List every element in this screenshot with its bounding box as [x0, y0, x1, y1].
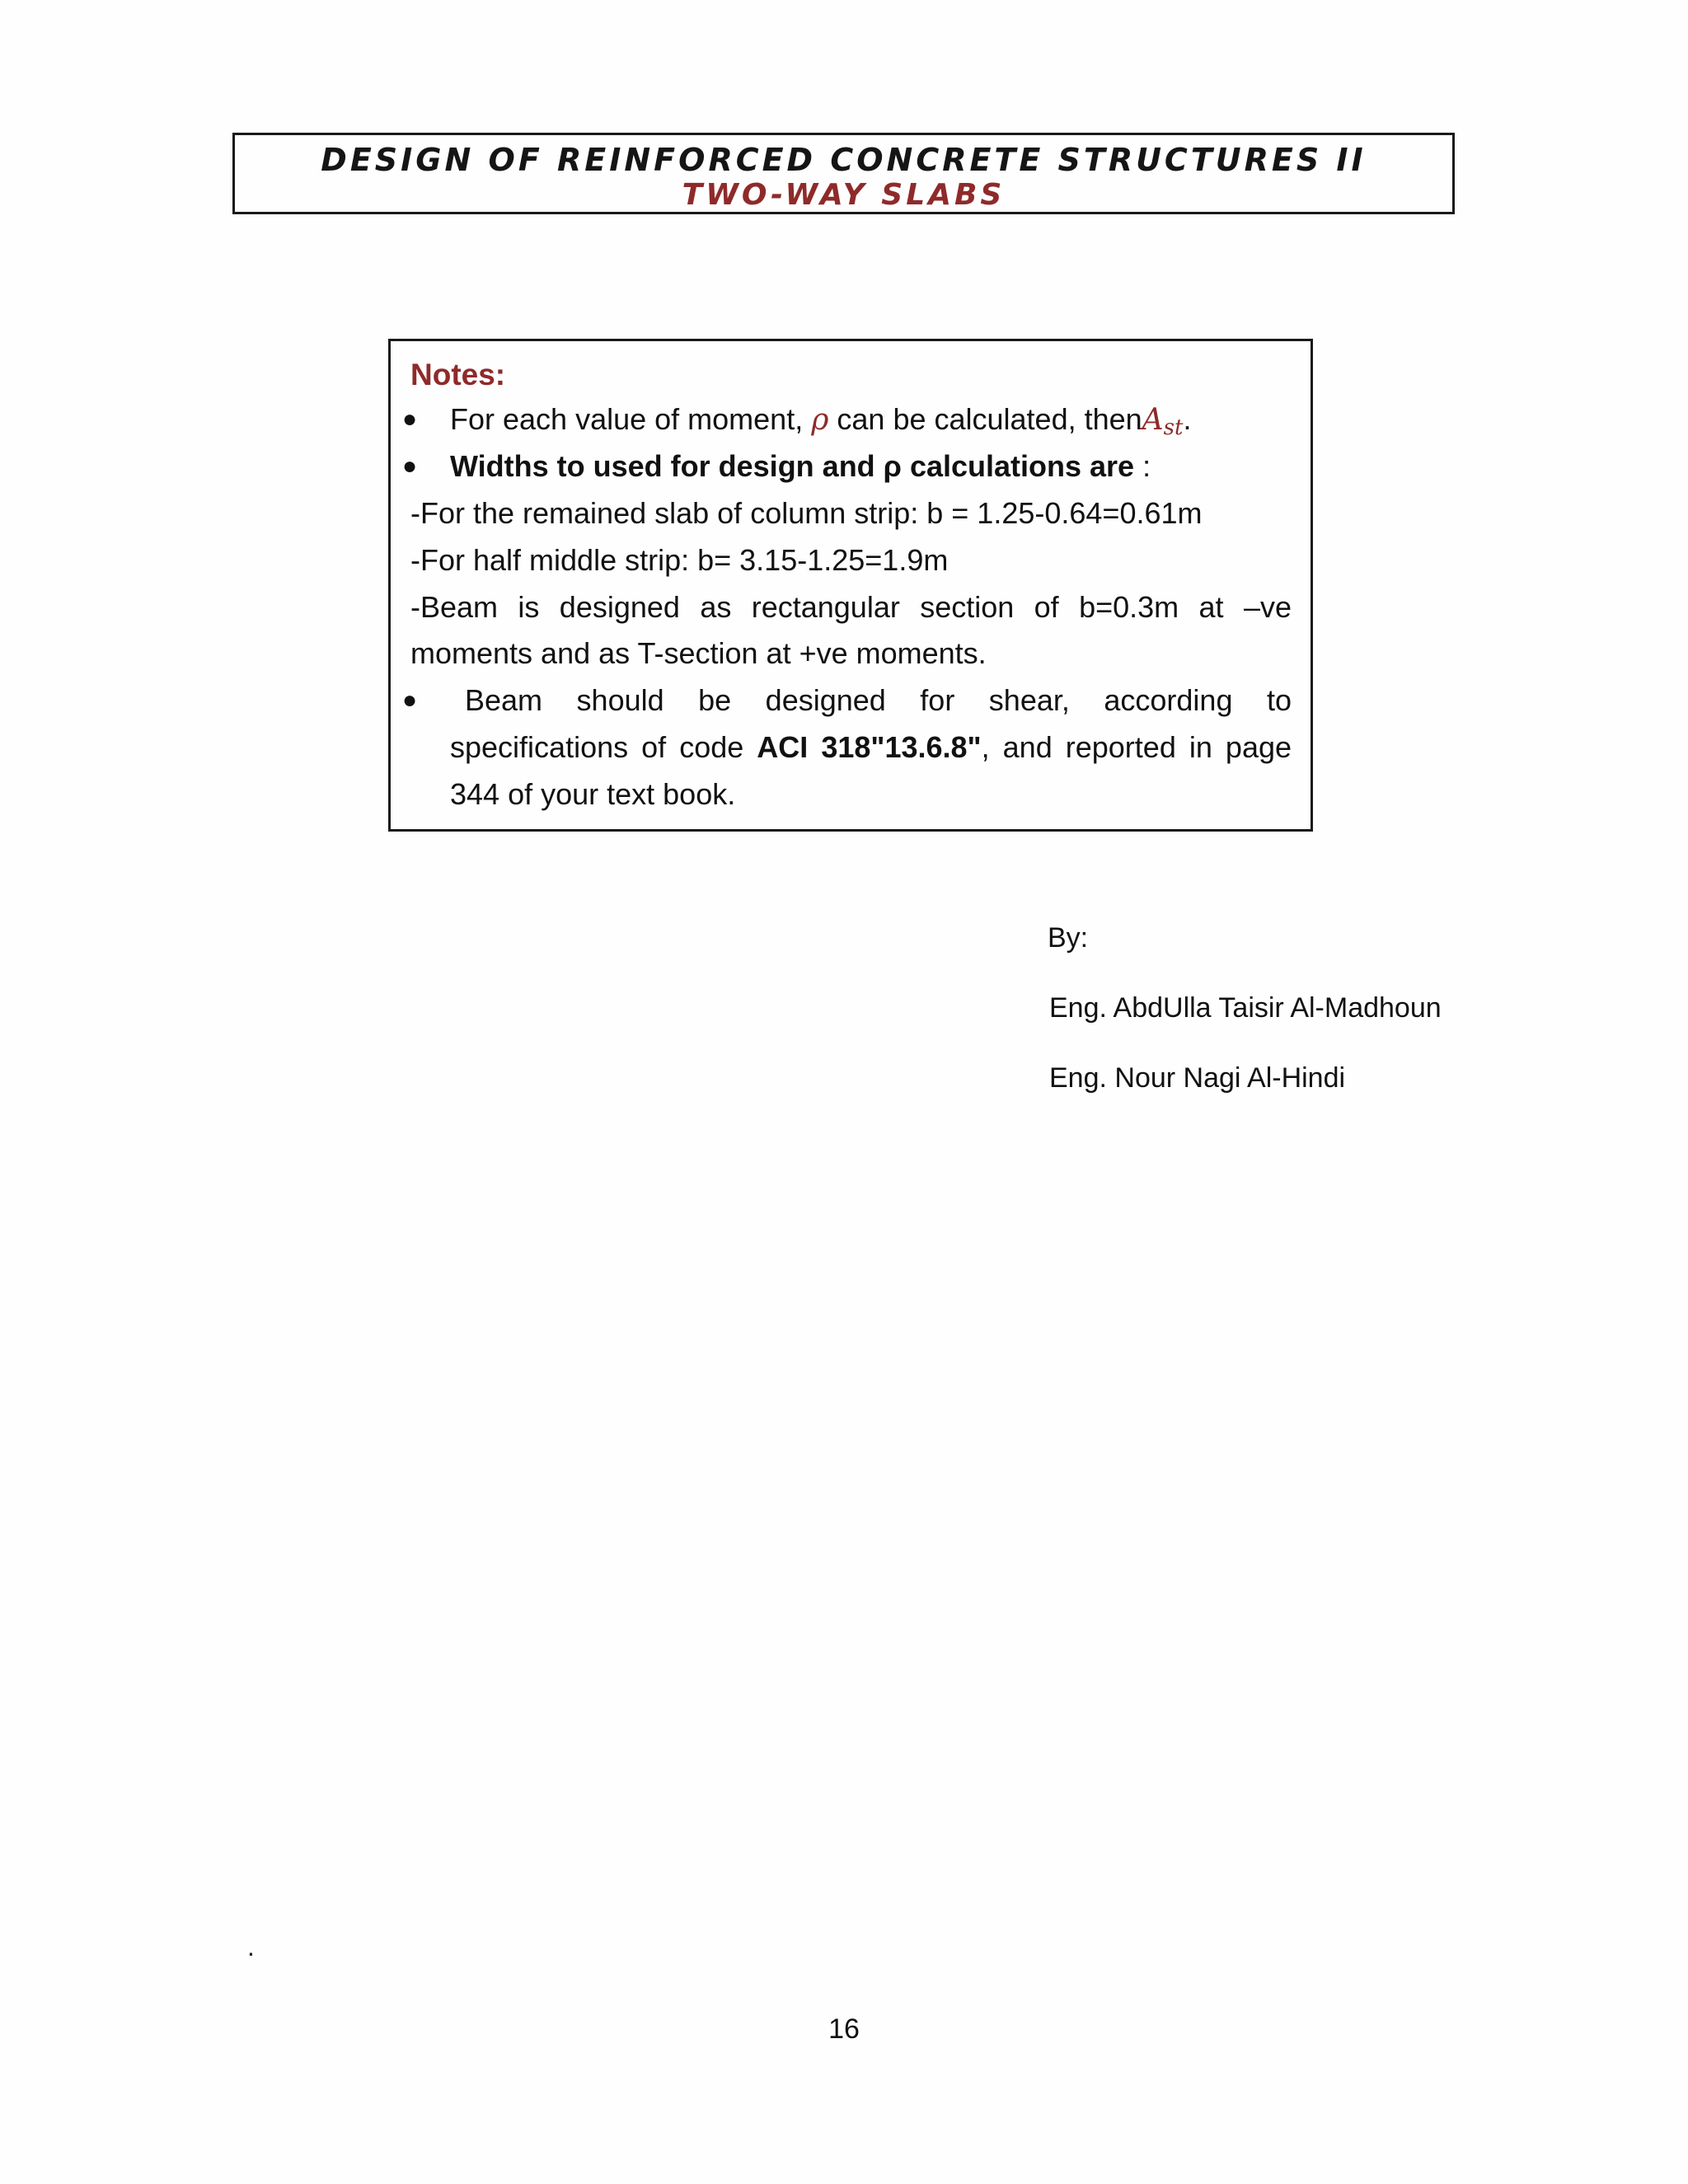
rho-symbol: ρ — [811, 403, 829, 437]
document-title: DESIGN OF REINFORCED CONCRETE STRUCTURES II — [321, 142, 1367, 178]
note-beam-line-1: -Beam is designed as rectangular section of b=0.3m at –ve — [410, 590, 1292, 624]
authors-by-label: By: — [1048, 922, 1089, 954]
bullet-icon: ● — [402, 687, 418, 714]
ast-symbol: $A_{st}$ — [1142, 403, 1184, 440]
note-widths-line: Widths to used for design and ρ calculations are : — [450, 449, 1151, 483]
stray-mark: . — [247, 1932, 255, 1961]
notes-box — [388, 339, 1313, 832]
note-middle-strip: -For half middle strip: b= 3.15-1.25=1.9m — [410, 543, 949, 577]
note-beam-line-2: moments and as T-section at +ve moments. — [410, 636, 987, 670]
page-number: 16 — [828, 2013, 860, 2045]
document-subtitle: TWO-WAY SLABS — [682, 178, 1006, 212]
bullet-icon: ● — [402, 452, 418, 480]
note-column-strip: -For the remained slab of column strip: b = 1.25-0.64=0.61m — [410, 496, 1203, 530]
note-shear-line-1: Beam should be designed for shear, according to — [465, 683, 1292, 717]
bullet-icon: ● — [402, 405, 418, 433]
note-rho-line: For each value of moment, ρ can be calculated, thenA$_{st}$. — [450, 402, 1192, 440]
document-header — [232, 133, 1455, 214]
notes-heading: Notes: — [410, 358, 506, 391]
author-name-1: Eng. AbdUlla Taisir Al-Madhoun — [1049, 992, 1442, 1024]
author-name-2: Eng. Nour Nagi Al-Hindi — [1049, 1062, 1346, 1094]
note-shear-line-3: 344 of your text book. — [450, 777, 736, 811]
note-shear-line-2: specifications of code ACI 318"13.6.8", and reported in page — [450, 730, 1292, 764]
